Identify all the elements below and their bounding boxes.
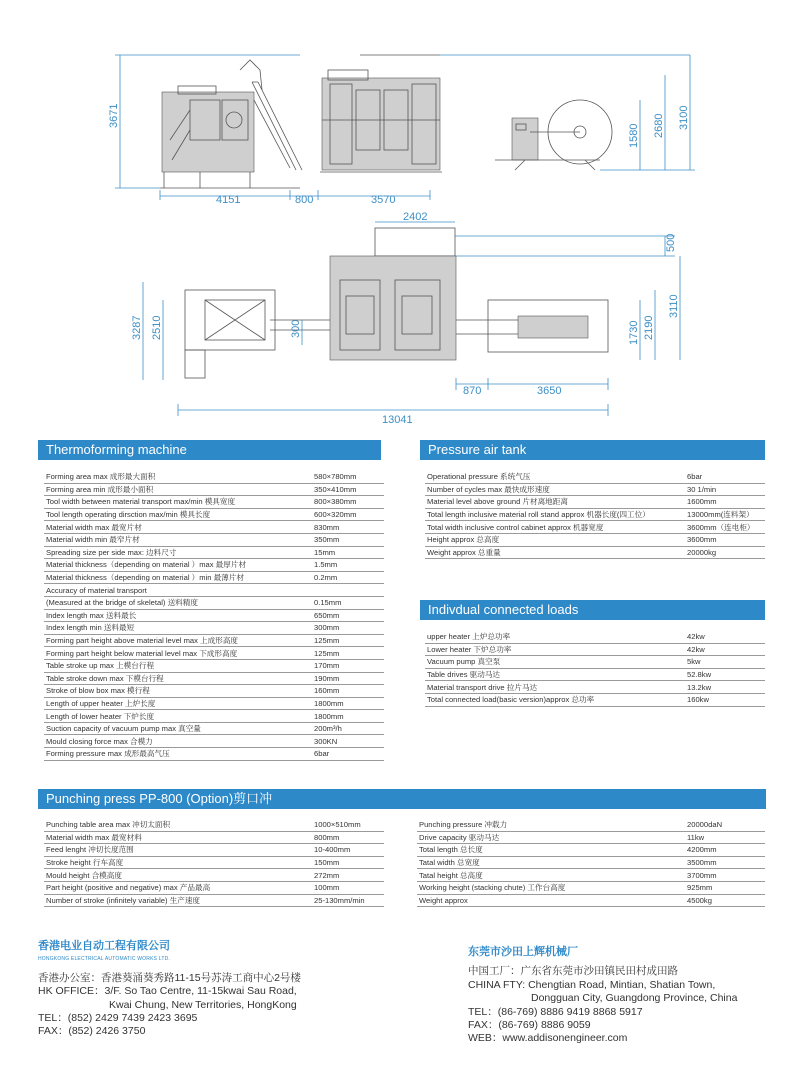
spec-value: 6bar [314, 749, 330, 759]
spec-row [44, 622, 384, 635]
plan-view [131, 211, 680, 426]
spec-label: Total length 总长度 [419, 845, 483, 855]
spec-value: 1800mm [314, 711, 344, 721]
spec-row [44, 660, 384, 673]
spec-value: 800×380mm [314, 497, 357, 507]
roll-stand-side-view [440, 55, 695, 170]
spec-label: Forming pressure max 成形最高气压 [46, 749, 170, 759]
spec-row [44, 748, 384, 761]
spec-value: 42kw [687, 644, 705, 654]
spec-label: Index length min 送料最短 [46, 623, 135, 633]
spec-label: Drive capacity 驱动马达 [419, 832, 500, 842]
cn-fax: FAX：(86-769) 8886 9059 [468, 1019, 591, 1032]
dim-plan-2510: 2510 [151, 315, 163, 340]
dim-side-height: 3671 [108, 103, 120, 128]
spec-value: 0.2mm [314, 573, 338, 583]
spec-value: 300mm [314, 623, 340, 633]
spec-label: Spreading size per side max: 边料尺寸 [46, 547, 177, 557]
spec-label: (Measured at the bridge of skeletal) 送料精度 [46, 598, 198, 608]
spec-row [44, 844, 384, 857]
dim-plan-2190: 2190 [643, 315, 655, 340]
spec-value: 125mm [314, 636, 340, 646]
spec-row [44, 635, 384, 648]
spec-label: Tatal width 总宽度 [419, 858, 480, 868]
spec-row [44, 471, 384, 484]
spec-row [44, 521, 384, 534]
dim-side-len-1: 4151 [216, 194, 241, 206]
spec-value: 300KN [314, 736, 338, 746]
spec-value: 190mm [314, 673, 340, 683]
spec-row [44, 698, 384, 711]
spec-row [425, 669, 765, 682]
spec-value: 800mm [314, 832, 340, 842]
hk-company-name-cn: 香港电业自动工程有限公司 [38, 940, 170, 952]
cn-company-name: 东莞市沙田上辉机械厂 [468, 946, 578, 958]
spec-row [425, 534, 765, 547]
spec-label: Tool width between material transport max/min 模具宽度 [46, 497, 236, 507]
spec-row [44, 559, 384, 572]
cn-factory-address-cn: 中国工厂：广东省东莞市沙田镇民田村成田路 [468, 965, 678, 978]
spec-row [425, 484, 765, 497]
spec-label: Weight approx [419, 895, 468, 905]
cn-factory-address-en-2: Dongguan City, Guangdong Province, China [531, 992, 738, 1005]
spec-row [417, 882, 765, 895]
spec-row [425, 681, 765, 694]
spec-row [44, 895, 384, 908]
spec-label: Mould closing force max 合模力 [46, 736, 153, 746]
pressure-spec-table [425, 471, 765, 559]
spec-value: 52.8kw [687, 670, 712, 680]
dim-right-h2: 2680 [653, 113, 665, 138]
spec-row [44, 509, 384, 522]
spec-label: Punching table area max 冲切太面积 [46, 820, 171, 830]
spec-label: Material width max 最宽片材 [46, 522, 142, 532]
spec-label: Table drives 驱动马达 [427, 670, 501, 680]
spec-label: Weight approx 总重量 [427, 547, 501, 557]
spec-value: 600×320mm [314, 510, 357, 520]
spec-row [425, 694, 765, 707]
spec-value: 13.2kw [687, 682, 712, 692]
spec-row [44, 882, 384, 895]
spec-value: 200m³/h [314, 724, 342, 734]
spec-value: 350×410mm [314, 484, 357, 494]
spec-value: 160kw [687, 695, 709, 705]
spec-label: Length of upper heater 上炉长度 [46, 698, 156, 708]
dim-plan-1730: 1730 [628, 320, 640, 345]
spec-row [44, 710, 384, 723]
spec-row [44, 857, 384, 870]
hk-office-address-en-1: HK OFFICE：3/F. So Tao Centre, 11-15kwai Sau Road, [38, 985, 297, 998]
spec-label: Tool length operating dirsction max/min 模具长度 [46, 510, 211, 520]
punch-section-title: Punching press PP-800 (Option)剪口冲 [38, 789, 766, 809]
cn-factory-address-en-1: CHINA FTY: Chengtian Road, Mintian, Shatian Town, [468, 978, 716, 991]
spec-label: Material transport drive 拉片马达 [427, 682, 538, 692]
spec-label: Table stroke down max 下模台行程 [46, 673, 164, 683]
spec-label: Material level above ground 片材离地距离 [427, 497, 568, 507]
hk-office-address-en-2: Kwai Chung, New Territories, HongKong [109, 998, 297, 1011]
thermo-spec-table [44, 471, 384, 761]
dim-plan-300: 300 [290, 319, 302, 338]
dim-side-len-2: 800 [295, 194, 314, 206]
hk-company-name-en: HONGKONG ELECTRICAL AUTOMATIC WORKS LTD. [38, 956, 170, 963]
footer-china-factory [468, 946, 788, 1046]
spec-label: Tatal height 总高度 [419, 870, 483, 880]
spec-value: 125mm [314, 648, 340, 658]
spec-value: 272mm [314, 870, 340, 880]
spec-label: Working height (stacking chute) 工作台高度 [419, 883, 566, 893]
spec-row [417, 869, 765, 882]
cn-tel: TEL：(86-769) 8886 9419 8868 5917 [468, 1005, 643, 1018]
spec-value: 10-400mm [314, 845, 351, 855]
spec-value: 25-130mm/min [314, 895, 365, 905]
spec-label: Height approx 总高度 [427, 535, 500, 545]
dim-side-len-3: 3570 [371, 194, 396, 206]
spec-row [44, 832, 384, 845]
spec-value: 5kw [687, 657, 701, 667]
spec-value: 3600mm（连电柜） [687, 522, 755, 532]
spec-label: Total width inclusive control cabinet approx 机器宽度 [427, 522, 604, 532]
dim-plan-870: 870 [463, 385, 482, 397]
spec-value: 1.5mm [314, 560, 338, 570]
spec-label: Material width min 最窄片材 [46, 535, 140, 545]
spec-label: Number of stroke (infinitely variable) 生产速度 [46, 895, 201, 905]
spec-label: Suction capacity of vacuum pump max 真空量 [46, 724, 201, 734]
spec-value: 1000×510mm [314, 820, 361, 830]
spec-row [44, 647, 384, 660]
dim-plan-total: 13041 [382, 414, 413, 426]
spec-label: Length of lower heater 下炉长度 [46, 711, 155, 721]
spec-value: 1600mm [687, 497, 717, 507]
spec-row [417, 895, 765, 908]
spec-label: Material thickness（depending on material ）min 最薄片材 [46, 573, 244, 583]
spec-row [44, 496, 384, 509]
spec-value: 170mm [314, 661, 340, 671]
spec-row [417, 844, 765, 857]
spec-row [44, 584, 384, 597]
spec-value: 160mm [314, 686, 340, 696]
spec-label: Operational pressure 系统气压 [427, 472, 531, 482]
spec-value: 4200mm [687, 845, 717, 855]
spec-value: 11kw [687, 832, 705, 842]
spec-row [44, 572, 384, 585]
spec-label: Mould height 合模高度 [46, 870, 122, 880]
loads-spec-table [425, 631, 765, 707]
spec-value: 830mm [314, 522, 340, 532]
spec-value: 350mm [314, 535, 340, 545]
spec-row [44, 547, 384, 560]
technical-drawings [0, 0, 794, 430]
spec-row [417, 832, 765, 845]
spec-value: 925mm [687, 883, 713, 893]
spec-row [425, 547, 765, 560]
spec-row [44, 869, 384, 882]
hk-fax: FAX：(852) 2426 3750 [38, 1025, 146, 1038]
spec-value: 3500mm [687, 858, 717, 868]
thermo-section-title: Thermoforming machine [38, 440, 381, 460]
dim-top-500: 500 [665, 233, 677, 252]
spec-label: Material width max 最宽材料 [46, 832, 142, 842]
spec-row [44, 534, 384, 547]
spec-label: Number of cycles max 最快成形速度 [427, 484, 550, 494]
punch-left-spec-table [44, 819, 384, 907]
spec-label: Forming part height above material level max 上成形高度 [46, 636, 239, 646]
spec-value: 650mm [314, 610, 340, 620]
dim-top-width: 2402 [403, 211, 428, 223]
spec-label: Stroke of blow box max 模行程 [46, 686, 150, 696]
spec-label: Total length inclusive material roll stand approx 机器长度(四工位） [427, 510, 650, 520]
spec-row [425, 656, 765, 669]
spec-row [425, 521, 765, 534]
punch-right-spec-table [417, 819, 765, 907]
dim-plan-3287: 3287 [131, 315, 143, 340]
spec-label: Vacuum pump 真空泵 [427, 657, 501, 667]
spec-label: Material thickness（depending on material ）max 最厚片材 [46, 560, 247, 570]
dim-top-3110: 3110 [668, 294, 680, 318]
spec-row [44, 819, 384, 832]
side-elevation-view [108, 55, 442, 206]
hk-office-address-cn: 香港办公室：香港葵涌葵秀路11-15号苏涛工商中心2号楼 [38, 971, 301, 984]
spec-value: 6bar [687, 472, 703, 482]
spec-value: 42kw [687, 632, 705, 642]
spec-row [425, 496, 765, 509]
spec-value: 15mm [314, 547, 336, 557]
spec-value: 150mm [314, 858, 340, 868]
spec-label: Lower heater 下炉总功率 [427, 644, 512, 654]
spec-row [425, 631, 765, 644]
spec-value: 3600mm [687, 535, 717, 545]
spec-row [44, 673, 384, 686]
spec-label: Index length max 送料最长 [46, 610, 137, 620]
spec-label: Total connected load(basic version)approx 总功率 [427, 695, 595, 705]
spec-value: 20000daN [687, 820, 723, 830]
spec-label: Forming area min 成形最小面积 [46, 484, 154, 494]
spec-label: Punching pressure 冲载力 [419, 820, 508, 830]
spec-label: Feed lenght 冲切长度范围 [46, 845, 134, 855]
spec-value: 580×780mm [314, 472, 357, 482]
spec-label: Table stroke up max 上模台行程 [46, 661, 155, 671]
spec-value: 3700mm [687, 870, 717, 880]
spec-row [44, 723, 384, 736]
spec-row [44, 610, 384, 623]
dim-plan-3650: 3650 [537, 385, 562, 397]
spec-label: Forming area max 成形最大面积 [46, 472, 156, 482]
spec-value: 4500kg [687, 895, 712, 905]
spec-row [417, 819, 765, 832]
spec-row [44, 597, 384, 610]
dim-right-h1: 1580 [628, 123, 640, 148]
spec-value: 20000kg [687, 547, 717, 557]
spec-row [425, 509, 765, 522]
spec-label: Part height (positive and negative) max 产品最高 [46, 883, 211, 893]
spec-row [44, 685, 384, 698]
cn-web: WEB：www.addisonengineer.com [468, 1032, 628, 1045]
footer-hk-office [38, 940, 378, 1039]
spec-label: Stroke height 行车高度 [46, 858, 124, 868]
spec-row [44, 735, 384, 748]
dim-right-h3: 3100 [678, 105, 690, 130]
loads-section-title: Indivdual connected loads [420, 600, 765, 620]
spec-value: 0.15mm [314, 598, 342, 608]
pressure-section-title: Pressure air tank [420, 440, 765, 460]
spec-row [425, 644, 765, 657]
spec-label: Forming part height below material level max 下成形高度 [46, 648, 238, 658]
spec-row [417, 857, 765, 870]
spec-label: upper heater 上炉总功率 [427, 632, 511, 642]
hk-tel: TEL：(852) 2429 7439 2423 3695 [38, 1012, 198, 1025]
spec-row [44, 484, 384, 497]
spec-value: 30 1/min [687, 484, 717, 494]
spec-value: 100mm [314, 883, 340, 893]
spec-value: 1800mm [314, 698, 344, 708]
spec-label: Accuracy of material transport [46, 585, 147, 595]
spec-value: 13000mm(连料架） [687, 510, 754, 520]
spec-row [425, 471, 765, 484]
